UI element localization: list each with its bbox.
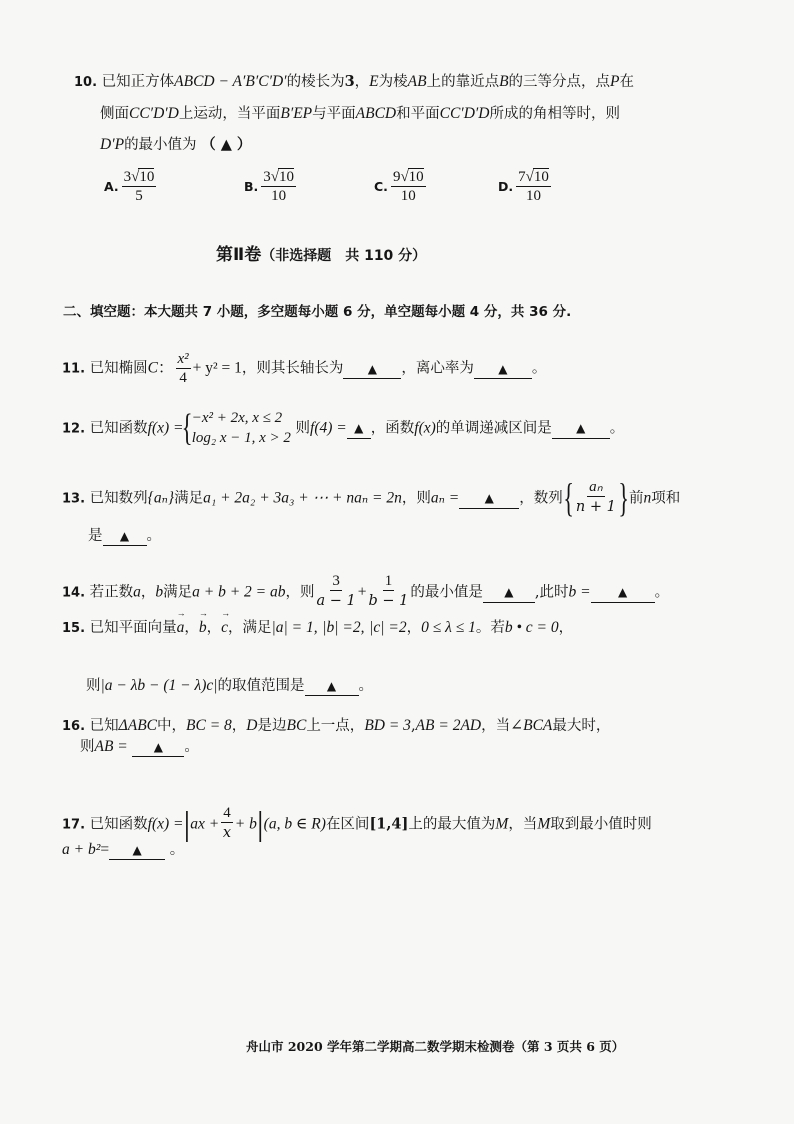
q14-n1: 3 [332,573,340,589]
q11-c: C [147,359,158,377]
q14-n2: 1 [384,573,393,589]
q10-text: 已知正方体 [101,74,175,90]
q16-triangle: ΔABC [118,717,158,734]
q15-vec-a: → a [177,616,185,639]
q15-blank-mark: ▲ [326,679,337,693]
q17-text: 在区间 [325,816,370,833]
q14-a: a [133,583,141,601]
q10-abcd: ABCD [355,105,397,122]
q13-text: 项和 [651,490,681,507]
q16-line2 [80,735,199,759]
q10-option-b [244,168,298,205]
q13-text: 。 [146,528,161,544]
q17-interval: [1,4] [369,815,409,833]
q13-text: 已知数列 [89,490,148,507]
q12-case1: −x² + 2x, x ≤ 2 [191,410,283,426]
q15-line1 [62,616,573,640]
q13-line2 [88,526,161,548]
q13-fden: n + 1 [575,499,616,515]
q17-fraction [221,804,233,845]
section-header: 二、填空题：本大题共 7 小题，多空题每小题 6 分，单空题每小题 4 分，共 36 分. [63,304,572,320]
q17-ab2: a + b² [62,841,101,858]
q10-line2 [100,102,620,126]
q12-blank-mark: ▲ [354,421,364,436]
q15-vec-c: → c [221,616,228,639]
option-label: C. [374,179,388,194]
q15-text: 。若 [475,620,505,636]
q13-an: aₙ = [430,489,460,507]
q12-brace: { [182,407,194,450]
q14-number: 14. [62,585,86,601]
q17-eq: = [100,841,110,858]
q14-text: ,此时 [534,584,569,601]
radicand: 10 [139,169,155,185]
page-footer: 舟山市 2020 学年第二学期高二数学期末检测卷（第 3 页共 6 页） [246,1039,625,1054]
q13-text: 满足 [174,490,204,507]
q17-text: 。 [169,842,185,858]
q12-case2: log₂ x − 1, x > 2 [191,430,291,447]
q17-pb: + b [234,815,257,833]
q15-dot: b • c = 0 [504,619,559,636]
q15-sep: ， [206,620,222,636]
q11-text: ，则其长轴长为 [241,360,344,377]
q16-bd: BD = 3 [364,717,411,734]
q14-blank-mark: ▲ [504,585,514,600]
q10-face: CC′D′D [129,105,179,122]
q12-text: 已知函数 [89,420,148,437]
q10-face2: CC′D′D [439,105,490,122]
q16-text: , [410,718,416,734]
q13-text: 前 [629,490,644,507]
q12-text: ，函数 [370,420,415,437]
q17-text: ，当 [508,816,538,833]
q10-text: 和平面 [396,106,440,122]
q10-line3 [100,133,251,157]
coef: 9 [392,169,401,185]
q14-text: ，则 [285,584,315,601]
option-fraction: $\frac{3√10}{10}$ [263,169,295,204]
q13-line1 [62,475,681,521]
q16-bc: BC = 8 [186,717,232,734]
coef: 3 [123,169,132,185]
q17-four: 4 [223,805,231,821]
q15-number: 15. [62,621,86,636]
q10-cube: ABCD − A′B′C′D′ [174,73,287,90]
q12-number: 12. [62,421,86,437]
q13-fnum: aₙ [589,479,603,495]
coef: 3 [263,169,271,185]
q10-point-p: P [610,73,620,90]
q17-m2: M [537,815,551,833]
q17-blank-mark: ▲ [132,843,142,857]
q10-point-b: B [499,73,509,90]
q16-number: 16. [62,719,86,734]
q16-blank-mark: ▲ [153,740,163,754]
q11-blank-1[interactable] [343,361,401,379]
q17-ax: ax + [190,815,220,833]
q15-blank[interactable] [305,678,359,696]
q11 [62,350,546,387]
q17-number: 17. [62,817,86,833]
q16-text: 最大时， [552,718,611,734]
part2-title [216,240,426,265]
q12-fx2: f(x) [414,419,436,437]
q15-text: ，满足 [228,620,272,636]
q16-text: ，当 [481,718,511,734]
q16-text: 中， [157,718,187,734]
q15-cond-a: |a| = 1, [271,619,318,636]
q14-blank-2[interactable] [591,584,655,602]
q15-cond-c: |c| =2 [369,619,407,636]
q10-text: 为棱 [378,74,408,90]
q10-line1 [74,70,634,94]
option-fraction: $\frac{7√10}{10}$ [518,169,549,204]
q13-sum: a₁ + 2a₂ + 3a₃ + ⋯ + naₙ = 2n [203,489,402,507]
q11-colon: ： [157,359,174,377]
q12-text: 则 [295,420,311,437]
q15-cond-b: |b| =2, [322,619,365,636]
q14 [62,572,669,613]
q10-option-c [374,168,428,205]
q11-number: 11. [62,361,86,377]
q16-text: 则 [80,739,95,755]
q12-blank-mark: ▲ [576,421,586,436]
q13-n: n [643,489,652,507]
q10-point-e: E [369,73,379,90]
q13-lbrace: { [563,475,574,521]
q13-text: ，数列 [519,490,563,507]
q16-angle: ∠BCA [510,717,553,734]
q15-sep: ， [184,620,199,636]
q11-blank-mark: ▲ [367,361,378,376]
q13-fraction [576,478,616,519]
q17-abs-right: | [256,805,264,843]
q15-line2 [86,674,373,698]
q10-answer-placeholder: （ ▲ ） [201,136,252,153]
q17-text: 已知函数 [89,816,148,833]
q14-frac1 [317,572,356,613]
q11-x2: x² [177,351,189,367]
q17-line2 [62,838,184,862]
q13-text: 是 [88,528,103,544]
q12-fx: f(x) = [147,419,184,437]
q14-sep: ， [140,584,156,601]
q13-number: 13. [62,491,86,507]
q17-m: M [495,815,509,833]
q16-text: 已知 [89,718,119,734]
q16-ab: AB = 2AD [415,717,482,734]
q10-number: 10. [74,75,98,90]
q10-text: 的最小值为 [124,137,197,153]
q16-text: 上一点， [306,718,365,734]
q17-blank[interactable] [109,842,165,860]
q16-text: ， [231,718,247,734]
q17-fx: f(x) = [147,815,184,833]
q17-text: 上的最大值为 [408,816,496,833]
q13-blank-1[interactable] [459,490,519,508]
q10-text: 与平面 [312,106,356,122]
q11-four: 4 [179,370,187,386]
coef: 7 [518,169,526,185]
q13-rbrace: } [618,475,629,521]
q14-text: 满足 [163,584,193,601]
q17-x: x [222,825,232,841]
q12 [62,408,624,449]
denominator: 10 [525,188,541,204]
q15-vec-b: → b [199,616,207,639]
q13-blank-mark: ▲ [484,491,494,506]
q14-d2: b − 1 [368,593,409,609]
q13-text: ，则 [401,490,431,507]
q16-blank[interactable] [132,739,184,757]
option-fraction: $\frac{3√10}{5}$ [123,169,155,204]
q11-text: ，离心率为 [401,360,474,377]
q10-text: 上运动，当平面 [178,106,281,122]
q10-text: ， [354,74,370,90]
q10-text: 上的靠近点 [426,74,500,90]
q16-text: 。 [184,739,199,755]
q10-option-a [104,168,158,205]
option-label: B. [244,179,259,194]
q15-sep: ， [406,620,422,636]
q12-cases [192,408,291,449]
q16-text: 是边 [257,718,287,734]
denominator: 10 [271,188,287,204]
q14-blank-mark: ▲ [617,585,628,600]
q15-expr: |a − λb − (1 − λ)c| [100,677,218,694]
q10-plane: B′EP [280,105,313,122]
q14-text: 若正数 [89,584,134,601]
option-label: A. [104,179,119,194]
q10-ab: AB [407,73,427,90]
q10-text: 在 [619,74,635,90]
q13-blank-2[interactable] [103,528,147,546]
q14-text: 的最小值是 [410,584,483,601]
q10-option-d [498,168,553,205]
q10-dp: D′P [100,136,125,153]
q16-bc-edge: BC [286,717,307,734]
radicand: 10 [279,169,295,185]
q15-text: 则 [86,678,101,694]
q12-text: 。 [609,420,625,437]
q13-blank-mark: ▲ [119,529,130,543]
q14-b-eq: b = [568,583,591,601]
q12-text: 的单调递减区间是 [435,420,552,437]
q17-cond: (a, b ∈ R) [263,815,326,833]
q15-text: ， [558,620,574,636]
q11-fraction [176,350,191,387]
q17-abs-left: | [183,805,191,843]
q16-d: D [246,717,258,734]
q17-text: 取到最小值时则 [550,816,652,833]
q11-text: 。 [531,360,547,377]
q12-blank-1[interactable] [347,420,371,438]
q15-text: 。 [358,678,374,694]
q11-text: 已知椭圆 [89,360,148,377]
q10-text: 所成的角相等时，则 [489,106,620,122]
q14-d1: a − 1 [316,593,356,609]
q14-b: b [155,583,164,601]
q15-text: 的取值范围是 [217,678,305,694]
q10-edge: 3 [344,73,355,90]
radicand: 10 [408,169,424,185]
radicand: 10 [533,169,549,185]
q15-text: 已知平面向量 [89,620,177,636]
q14-eq: a + b + 2 = ab [192,583,286,601]
part2-label: 第Ⅱ卷 [216,245,262,265]
q12-blank-2[interactable] [552,420,610,438]
denominator: 10 [400,188,416,204]
q11-blank-mark: ▲ [498,361,508,376]
q13-seq: {aₙ} [147,489,175,507]
q16-ab-eq: AB = [94,738,128,755]
q11-blank-2[interactable] [474,361,532,379]
option-fraction: $\frac{9√10}{10}$ [392,169,424,204]
q14-frac2 [369,572,409,613]
option-label: D. [498,179,514,194]
part2-subtitle: （非选择题 共 110 分） [261,248,427,264]
q14-plus: + [357,583,367,601]
q10-text: 侧面 [100,106,129,122]
q14-text: 。 [654,584,670,601]
q10-text: 的棱长为 [286,74,345,90]
q12-f4: f(4) = [310,419,347,437]
q10-text: 的三等分点，点 [508,74,611,90]
denominator: 5 [135,188,143,204]
q11-eq: + y² = 1 [192,359,242,377]
q15-lambda: 0 ≤ λ ≤ 1 [421,619,476,636]
q14-blank-1[interactable] [483,584,535,602]
